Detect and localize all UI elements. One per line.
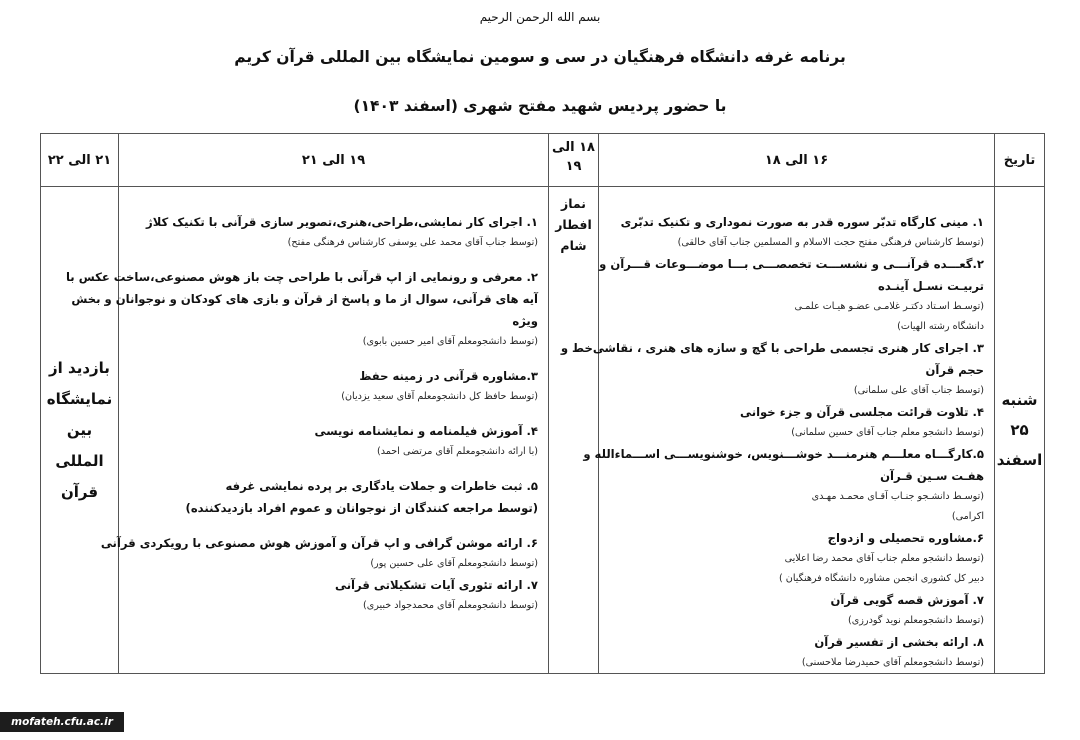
item-presenter: (توسط دانشجومعلم آقای حمیدرضا ملاحسنی)	[801, 657, 984, 668]
visit-line: المللی	[55, 451, 104, 470]
item-presenter: (توسط دانشجومعلم آقای علی حسین پور)	[370, 558, 538, 569]
list-item	[609, 465, 984, 527]
list-item	[129, 211, 538, 253]
item-presenter: (توسط کارشناس فرهنگی مفتح حجت الاسلام و المسلمین جناب آقای خالقی)	[677, 237, 984, 248]
page-title: برنامه غرفه دانشگاه فرهنگیان در سی و سومین نمایشگاه بین المللی قرآن کریم	[234, 48, 846, 66]
item-title: ۱. اجرای کار نمایشی،طراحی،هنری،تصویر سازی قرآنی با تکنیک کلاژ	[146, 215, 538, 229]
date-month: اسفند	[996, 451, 1043, 469]
list-item	[583, 443, 984, 465]
list-item	[129, 420, 538, 462]
visit-line: نمایشگاه	[46, 389, 113, 408]
header-slot-18-19-line1: ۱۸ الی	[552, 140, 595, 155]
item-title: آیه های قرآنی، سوال از ما و پاسخ از قرآن و بازی های کودکان و نوجوانان و بخش	[71, 292, 538, 306]
item-presenter: (توسط جناب آقای محمد علی یوسفی کارشناس فرهنگی مفتح)	[287, 237, 538, 248]
item-spacer	[129, 407, 538, 420]
item-title: ۵.کارگـــاه معلـــم هنرمنـــد خوشـــنویس، خوشنویســـی اســـماءالله و	[583, 447, 984, 461]
header-slot-16-18: ۱۶ الی ۱۸	[599, 134, 995, 187]
item-title: ۷. آموزش قصه گویی قرآن	[830, 593, 984, 607]
list-item	[609, 275, 984, 337]
namaz-line: افطار	[555, 217, 592, 232]
date-cell	[995, 187, 1045, 674]
list-item	[560, 337, 984, 359]
visit-line: بین	[66, 420, 93, 439]
item-title: ۵. ثبت خاطرات و جملات یادگاری بر پرده نمایشی غرفه	[225, 479, 538, 493]
item-title: ۶. ارائه موشن گرافی و اپ قرآن و آموزش هوش مصنوعی با رویکردی قرآنی	[100, 536, 538, 550]
item-presenter: (توسـط دانشـجو جنـاب آقـای محمـد مهـدی	[811, 491, 984, 502]
list-item	[609, 401, 984, 443]
list-item	[129, 475, 538, 497]
item-presenter: دانشگاه رشته الهیات)	[897, 321, 984, 332]
item-title: ۲.گعـــده قرآنـــی و نشســـت تخصصـــی بـــا موضـــوعات قـــرآن و	[599, 257, 984, 271]
item-presenter: (توسـط اسـتاد دکتـر غلامـی عضـو هیـات علمـی	[794, 301, 984, 312]
item-title: ۶.مشاوره تحصیلی و ازدواج	[827, 531, 984, 545]
item-title: ویژه	[512, 314, 538, 328]
item-spacer	[129, 352, 538, 365]
item-title: ۷. ارائه تئوری آیات تشکیلاتی قرآنی	[334, 578, 538, 592]
item-presenter: دبیر کل کشوری انجمن مشاوره دانشگاه فرهنگیان )	[779, 573, 984, 584]
date-day: شنبه	[1001, 391, 1038, 409]
item-spacer	[129, 462, 538, 475]
header-slot-21-22: ۲۱ الی ۲۲	[41, 134, 119, 187]
item-title: ۳.مشاوره قرآنی در زمینه حفظ	[359, 369, 538, 383]
namaz-line: نماز	[561, 196, 586, 211]
page-subtitle: با حضور پردیس شهید مفتح شهری (اسفند ۱۴۰۳)	[353, 97, 727, 115]
item-title: حجم قرآن	[925, 363, 984, 377]
list-item	[609, 631, 984, 673]
site-watermark: mofateh.cfu.ac.ir	[0, 712, 124, 732]
list-item	[129, 497, 538, 519]
list-item	[129, 365, 538, 407]
item-presenter: (توسط دانشجو معلم جناب آقای حسین سلمانی)	[791, 427, 984, 438]
item-title: ۴. آموزش فیلمنامه و نمایشنامه نویسی	[314, 424, 538, 438]
item-presenter: (توسط دانشجومعلم نوید گودرزی)	[848, 615, 984, 626]
table-row	[41, 187, 1045, 674]
item-title: (توسط مراجعه کنندگان از نوجوانان و عموم افراد بازدیدکننده)	[185, 501, 538, 515]
list-item	[129, 574, 538, 616]
namaz-line: شام	[560, 238, 587, 253]
visit-line: قرآن	[60, 482, 99, 501]
item-presenter: (توسط دانشجو معلم جناب آقای محمد رضا اعلایی	[784, 553, 984, 564]
item-presenter: (توسط حافظ کل دانشجومعلم آقای سعید یزدیان)	[341, 391, 538, 402]
item-presenter: اکرامی)	[951, 511, 984, 522]
item-presenter: (توسط جناب آقای علی سلمانی)	[853, 385, 984, 396]
date-number: ۲۵	[1010, 421, 1029, 439]
item-title: ۸. ارائه بخشی از تفسیر قرآن	[814, 635, 984, 649]
header-slot-18-19	[549, 134, 599, 187]
list-item	[65, 266, 538, 288]
program-table	[40, 133, 1045, 674]
visit-cell	[41, 187, 119, 674]
list-item	[609, 211, 984, 253]
item-title: ۴. تلاوت قرائت مجلسی قرآن و جزء خوانی	[739, 405, 984, 419]
list-item	[609, 359, 984, 401]
list-item	[100, 532, 538, 574]
item-title: ۳. اجرای کار هنری تجسمی طراحی با گچ و سازه های هنری ، نقاشی‌خط و	[560, 341, 984, 355]
header-date: تاریخ	[995, 134, 1045, 187]
item-title: ۲. معرفی و رونمایی از اپ قرآنی با طراحی چت باز هوش مصنوعی،ساخت عکس با	[65, 270, 538, 284]
header-slot-19-21: ۱۹ الی ۲۱	[119, 134, 549, 187]
list-item	[599, 253, 984, 275]
item-presenter: (توسط دانشجومعلم آقای امیر حسین بابوی)	[362, 336, 538, 347]
item-spacer	[129, 253, 538, 266]
visit-line: بازدید از	[49, 358, 110, 377]
item-title: هفـت سـین قـرآن	[880, 469, 984, 483]
list-item	[129, 310, 538, 352]
item-title: ۱. مینی کارگاه تدبّر سوره قدر به صورت نموداری و تکنیک تدبّری	[620, 215, 984, 229]
header-slot-18-19-line2: ۱۹	[565, 159, 582, 174]
table-header-row	[41, 134, 1045, 187]
namaz-cell	[549, 187, 599, 674]
item-presenter: (با ارائه دانشجومعلم آقای مرتضی احمد)	[376, 446, 538, 457]
list-item	[609, 589, 984, 631]
list-item	[71, 288, 538, 310]
basmala: بسم الله الرحمن الرحیم	[479, 10, 601, 24]
item-spacer	[129, 519, 538, 532]
list-item	[609, 527, 984, 589]
item-title: تربیـت نسـل آینـده	[878, 279, 984, 293]
item-presenter: (توسط دانشجومعلم آقای محمدجواد خبیری)	[362, 600, 538, 611]
